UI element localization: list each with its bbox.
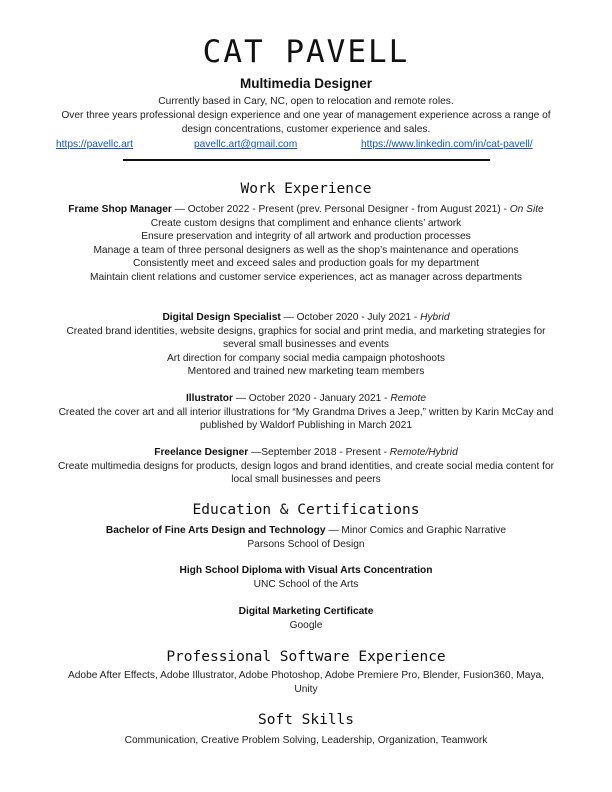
job-bullet: Create custom designs that compliment and enhance clients’ artwork (150, 217, 462, 229)
candidate-name: CAT PAVELL (202, 34, 410, 70)
email-link[interactable]: pavellc.art@gmail.com (194, 139, 298, 150)
skills-list: Communication, Creative Problem Solving, Leadership, Organization, Teamwork (124, 735, 488, 746)
education-heading (56, 524, 556, 538)
job-heading (56, 311, 556, 325)
job-mode: On Site (509, 204, 544, 215)
education-school: Google (289, 619, 323, 631)
job-dates: — October 2020 - January 2021 - (232, 393, 391, 404)
job-mode: Hybrid (420, 312, 450, 323)
job-bullet: Manage a team of three personal designers as well as the shop’s maintenance and operations (93, 244, 519, 256)
education-degree: High School Diploma with Visual Arts Concentration (179, 565, 433, 576)
education-heading (56, 564, 556, 578)
job-heading (56, 392, 556, 406)
header-divider (123, 159, 490, 161)
job-heading (56, 203, 556, 217)
job-role: Freelance Designer (154, 447, 249, 458)
job-role: Frame Shop Manager (68, 204, 172, 215)
job-bullet: Create multimedia designs for products, design logos and brand identities, and create social media content for local small businesses and peers (57, 460, 555, 486)
job-role: Digital Design Specialist (162, 312, 281, 323)
education-degree: Digital Marketing Certificate (238, 606, 374, 617)
job-bullet: Art direction for company social media campaign photoshoots (166, 352, 446, 364)
software-section-title: Professional Software Experience (166, 649, 446, 665)
job-entry (56, 311, 556, 379)
summary-line: Currently based in Cary, NC, open to relocation and remote roles. (158, 96, 454, 107)
job-bullet: Created brand identities, website designs, graphics for social and print media, and marketing strategies for several small businesses and events (66, 325, 546, 351)
job-dates: — October 2020 - July 2021 - (280, 312, 421, 323)
job-mode: Remote (390, 393, 427, 404)
skills-section-title: Soft Skills (257, 712, 355, 728)
job-dates: —September 2018 - Present - (248, 447, 390, 458)
software-list: Adobe After Effects, Adobe Illustrator, Adobe Photoshop, Adobe Premiere Pro, Blender, Fusion360, Maya, Unity (67, 670, 545, 695)
job-mode: Remote/Hybrid (389, 447, 458, 458)
job-bullet: Created the cover art and all interior illustrations for “My Grandma Drives a Jeep,” written by Karin McCay and published by Waldorf Publishing in March 2021 (58, 406, 554, 432)
job-bullet: Consistently meet and exceed sales and production goals for my department (132, 258, 479, 270)
job-entry (56, 392, 556, 433)
job-dates: — October 2022 - Present (prev. Personal Designer - from August 2021) - (171, 204, 510, 215)
linkedin-link[interactable]: https://www.linkedin.com/in/cat-pavell/ (361, 139, 533, 150)
website-link[interactable]: https://pavellc.art (56, 139, 134, 150)
job-role: Illustrator (185, 393, 233, 404)
education-school: UNC School of the Arts (253, 578, 359, 590)
job-entry (56, 446, 556, 487)
education-school: Parsons School of Design (247, 538, 365, 550)
job-entry (56, 203, 556, 285)
education-entry (56, 564, 556, 591)
job-bullet: Mentored and trained new marketing team members (187, 366, 425, 378)
education-degree: Bachelor of Fine Arts Design and Technology (105, 525, 326, 536)
education-section-title: Education & Certifications (192, 502, 420, 518)
education-heading (56, 605, 556, 619)
education-entry (56, 605, 556, 632)
education-entry (56, 524, 556, 551)
education-detail: — Minor Comics and Graphic Narrative (325, 525, 507, 536)
job-bullet: Ensure preservation and integrity of all artwork and production processes (141, 231, 471, 243)
candidate-title: Multimedia Designer (239, 76, 373, 91)
summary (50, 95, 562, 137)
summary-line: Over three years professional design experience and one year of management experience across a range of design concentrations, customer experience and sales. (61, 110, 551, 135)
job-heading (56, 446, 556, 460)
job-bullet: Maintain client relations and customer service experiences, act as manager across departments (89, 271, 523, 283)
work-section-title: Work Experience (240, 181, 372, 197)
